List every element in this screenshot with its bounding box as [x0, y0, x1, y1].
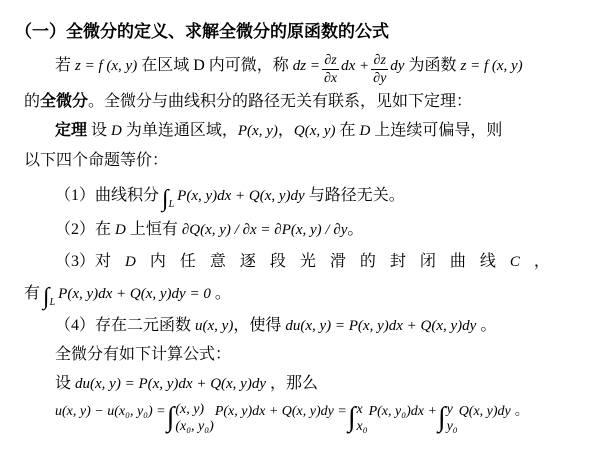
text-run: 与路径无关。	[308, 187, 405, 204]
text-run: 若	[55, 57, 72, 74]
math-run: z = f (x, y)	[460, 58, 523, 74]
integral-upper-limit: y	[446, 401, 453, 417]
fraction-numerator: ∂z	[371, 53, 388, 70]
intro-line-2	[24, 88, 472, 111]
fraction-denominator: ∂y	[373, 71, 387, 86]
text-run: 。	[514, 404, 529, 419]
fraction	[371, 53, 388, 87]
math-run: C	[509, 254, 534, 270]
math-run: D	[115, 222, 126, 238]
math-run: du(x, y) = P(x, y)dx + Q(x, y)dy	[75, 376, 266, 392]
math-run: D	[125, 254, 150, 270]
text-run: 有	[24, 285, 41, 302]
integral-icon: ∫	[43, 284, 50, 310]
text-run: 上连续可偏导，则	[374, 122, 503, 139]
math-run: P(x, y)dx + Q(x, y)dy	[177, 188, 305, 204]
math-run: Q(x, y)	[293, 123, 336, 139]
text-run: 内任意逐段光滑的封闭曲线	[149, 253, 510, 270]
theorem-line-1	[55, 117, 502, 140]
text-run: （3）	[55, 253, 96, 270]
integral-icon: ∫	[347, 402, 356, 433]
calc-setup	[55, 370, 318, 393]
integral-lower-limit: (x₀, y₀)	[175, 418, 214, 434]
math-run: dz =	[292, 58, 320, 74]
math-run: Q(x, y)dy	[458, 404, 511, 419]
text-run: 为单连通区域，	[125, 122, 238, 139]
text-run: 对	[95, 253, 126, 270]
text-run: 。	[347, 221, 364, 238]
integral-with-limits	[167, 403, 214, 434]
text-run: 在	[339, 122, 356, 139]
text-run: ，	[533, 253, 564, 270]
text-run: 上恒有	[129, 221, 178, 238]
integral-icon: ∫	[162, 186, 169, 212]
math-run: P(x, y)	[237, 123, 278, 139]
theorem-label: 定理	[55, 122, 88, 139]
text-run: 。全微分与曲线积分的路径无关有联系，见如下定理：	[88, 93, 473, 110]
math-run: ∂Q(x, y) / ∂x = ∂P(x, y) / ∂y	[181, 222, 348, 238]
integral-with-limits	[348, 403, 368, 434]
text-run: ，那么	[270, 375, 319, 392]
integral-with-limits	[438, 403, 458, 434]
integral-upper-limit: (x, y)	[175, 401, 205, 417]
item-2	[55, 216, 363, 239]
math-run: u(x, y)	[195, 318, 234, 334]
integral-lower-limit: x₀	[356, 418, 368, 434]
text-run: 。	[480, 317, 497, 334]
math-run: D	[111, 123, 122, 139]
text-run: ，使得	[233, 317, 282, 334]
fraction-denominator: ∂x	[323, 71, 338, 86]
item-3	[55, 248, 564, 271]
item-1	[55, 182, 405, 211]
text-run: （4）存在二元函数	[55, 317, 192, 334]
text-run: 为函数	[408, 57, 457, 74]
text-run: 。	[214, 285, 231, 302]
text-run: ，	[277, 122, 294, 139]
item-3-continued	[24, 280, 231, 309]
integral-lower-limit: y₀	[446, 418, 458, 434]
math-run: dy	[390, 58, 405, 74]
math-run: z = f (x, y)	[75, 58, 138, 74]
math-run: du(x, y) = P(x, y)dx + Q(x, y)dy	[285, 318, 477, 334]
math-run: P(x, y)dx + Q(x, y)dy =	[214, 404, 347, 419]
theorem-line-2: 以下四个命题等价：	[24, 152, 169, 169]
text-run: 在区域 D 内可微，称	[141, 57, 289, 74]
math-run: P(x, y)dx + Q(x, y)dy = 0	[58, 286, 211, 302]
text-run: 设	[91, 122, 108, 139]
text-run: （2）在	[55, 221, 112, 238]
integral-icon: ∫	[437, 402, 446, 433]
integral-icon: ∫	[166, 402, 175, 433]
justified-text	[95, 253, 564, 270]
math-run: dx +	[341, 58, 370, 74]
calc-formula	[55, 400, 529, 434]
text-run: 的	[24, 93, 41, 110]
text-run: （1）曲线积分	[55, 187, 160, 204]
math-run: D	[359, 123, 371, 139]
math-run: P(x, y₀)dx +	[368, 404, 437, 419]
emphasized-term: 全微分	[40, 93, 89, 110]
item-4	[55, 312, 496, 335]
fraction-numerator: ∂z	[322, 53, 339, 70]
intro-line-1	[55, 52, 523, 86]
fraction	[322, 53, 339, 87]
text-run: 设	[55, 375, 72, 392]
integral-lower-limit: L	[49, 297, 56, 308]
page-title: （一）全微分的定义、求解全微分的原函数的公式	[15, 22, 389, 41]
integral-upper-limit: x	[356, 401, 363, 417]
integral-lower-limit: L	[168, 199, 175, 210]
calc-intro: 全微分有如下计算公式：	[55, 346, 232, 363]
math-run: u(x, y) − u(x₀, y₀) =	[55, 404, 166, 419]
